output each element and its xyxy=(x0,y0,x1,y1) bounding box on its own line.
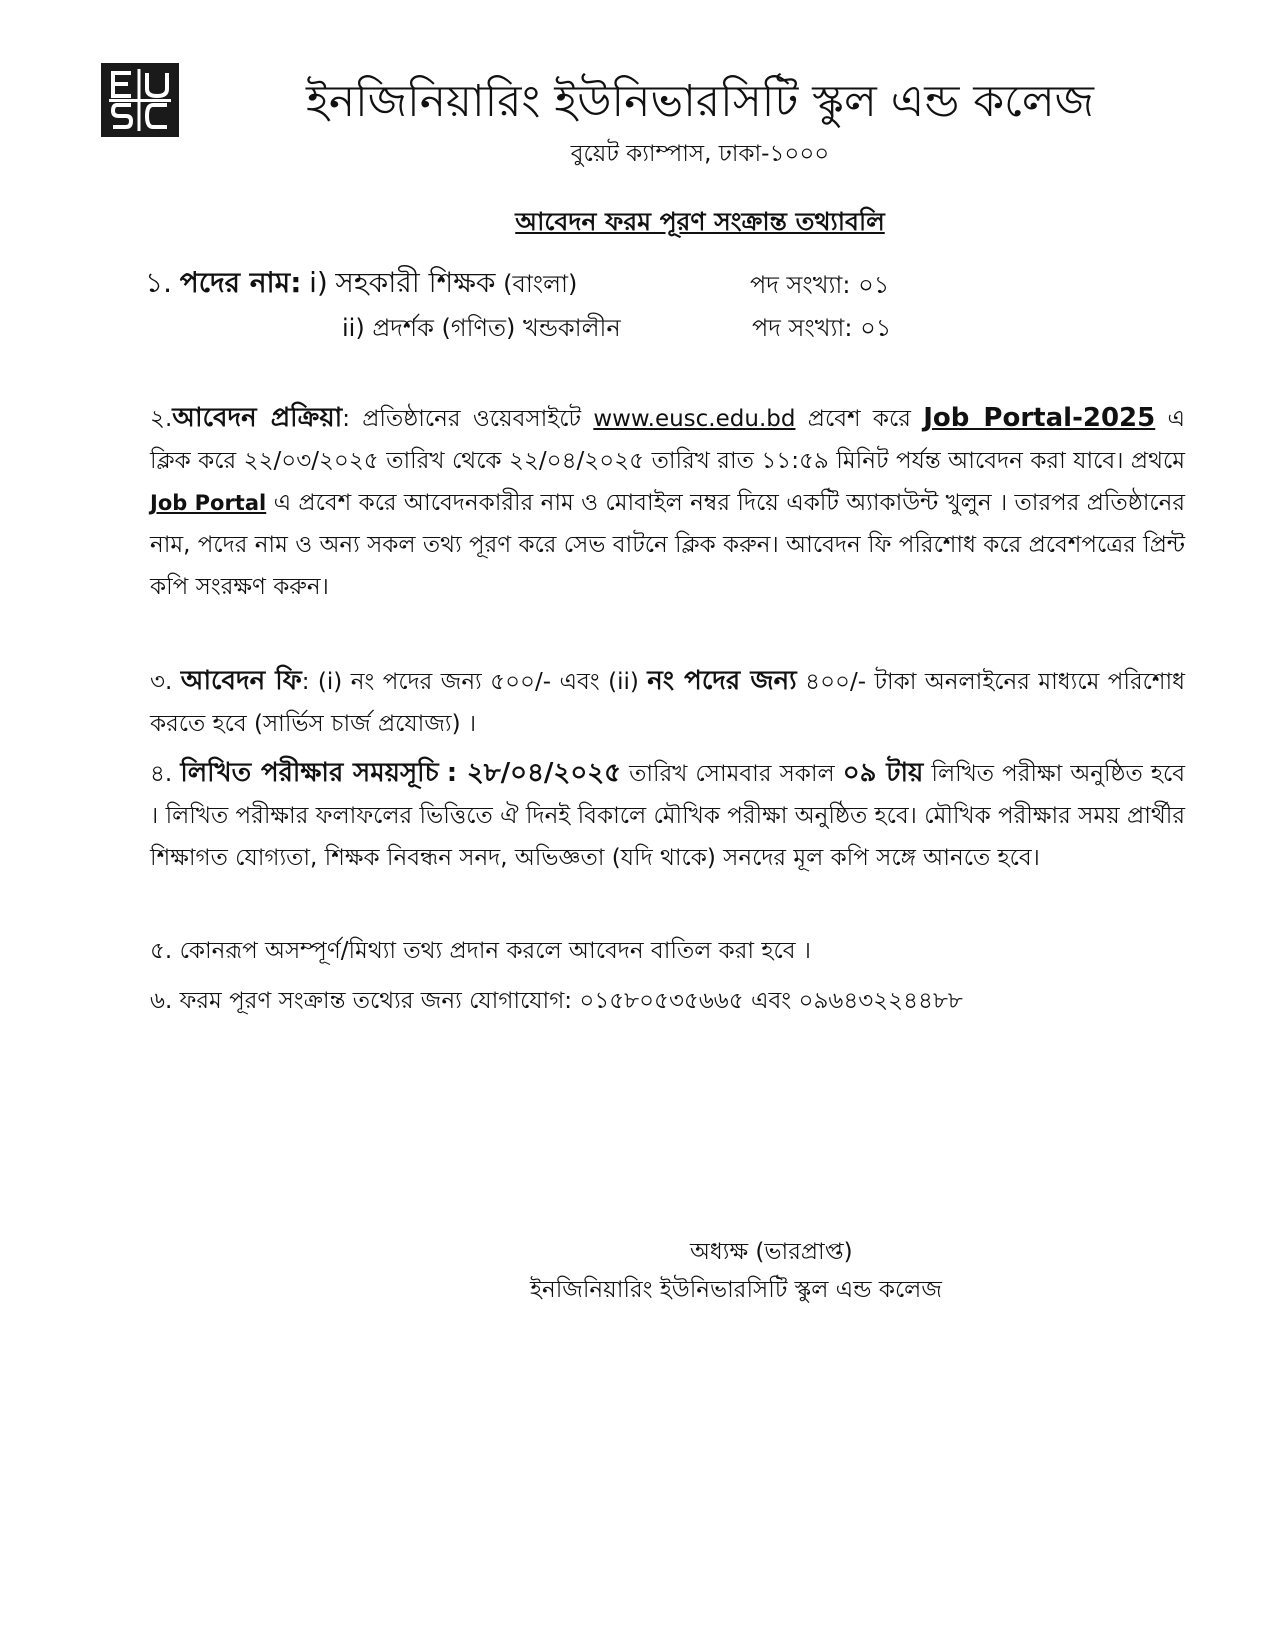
section-1-label: পদের নাম: xyxy=(179,266,302,299)
section-4-text-2: লিখিত পরীক্ষা অনুষ্ঠিত হবে । লিখিত পরীক্ষার ফলাফলের ভিত্তিতে ঐ দিনই বিকালে মৌখিক পরীক্ষা অনুষ্ঠিত হবে। মৌখিক পরীক্ষার সময় প্রার্থীর শিক্ষাগত যোগ্যতা, শিক্ষক নিবন্ধন সনদ, অভিজ্ঞতা (যদি থাকে) সনদের মূল কপি সঙ্গে আনতে হবে। xyxy=(150,761,1185,871)
job-portal-link[interactable]: Job Portal xyxy=(150,491,267,515)
signature-institution: ইনজিনিয়ারিং ইউনিভারসিটি স্কুল এন্ড কলেজ xyxy=(530,1277,942,1303)
section-4-paragraph xyxy=(150,752,1185,879)
section-6-text: ফরম পূরণ সংক্রান্ত তথ্যের জন্য যোগাযোগ: ০১৫৮০৫৩৫৬৬৫ এবং ০৯৬৪৩২২৪৪৮৮ xyxy=(179,988,963,1014)
exam-time: ০৯ টায় xyxy=(842,758,924,788)
fee-post-1: ৫০০/- xyxy=(490,669,552,695)
school-name: ইনজিনিয়ারিং ইউনিভারসিটি স্কুল এন্ড কলেজ xyxy=(306,76,1094,127)
school-address: বুয়েট ক্যাম্পাস, ঢাকা-১০০০ xyxy=(570,141,830,167)
post-1-subject: (বাংলা) xyxy=(503,270,578,298)
section-2-label: আবেদন প্রক্রিয়া xyxy=(172,403,343,433)
section-3-text-3: এবং (ii) xyxy=(559,669,639,695)
job-portal-2025-link[interactable]: Job Portal-2025 xyxy=(923,403,1156,433)
website-link[interactable]: www.eusc.edu.bd xyxy=(593,406,796,432)
exam-date: : ২৮/০৪/২০২৫ xyxy=(446,758,622,788)
section-2-text-1: প্রতিষ্ঠানের ওয়েবসাইটে xyxy=(362,406,581,432)
section-3-text-1: : (i) xyxy=(301,669,343,695)
post-2-index: ii) xyxy=(342,314,365,342)
section-4-text-1: তারিখ সোমবার সকাল xyxy=(629,761,835,787)
section-4-label: লিখিত পরীক্ষার সময়সূচি xyxy=(180,758,439,788)
section-3-text-5: টাকা অনলাইনের মাধ্যমে পরিশোধ করতে হবে (সার্ভিস চার্জ প্রযোজ্য) । xyxy=(150,669,1186,737)
section-2-text-2: প্রবেশ করে xyxy=(807,406,911,432)
section-2-text-4: এ প্রবেশ করে আবেদনকারীর নাম ও মোবাইল নম্বর দিয়ে একটি অ্যাকাউন্ট খুলুন । তারপর প্রতিষ্ঠানের নাম, পদের নাম ও অন্য সকল তথ্য পূরণ করে সেভ বাটনে ক্লিক করুন। আবেদন ফি পরিশোধ করে প্রবেশপত্রের প্রিন্ট কপি সংরক্ষণ করুন। xyxy=(150,490,1186,600)
section-2-number: ২. xyxy=(150,406,173,432)
section-2-paragraph xyxy=(150,397,1185,608)
section-3-label: আবেদন ফি xyxy=(180,666,302,696)
post-1-index: i) xyxy=(309,266,328,299)
fee-post-2: ৪০০/- xyxy=(805,669,867,695)
school-logo xyxy=(101,63,179,137)
section-5-number: ৫. xyxy=(150,938,173,964)
section-3-number: ৩. xyxy=(150,669,173,695)
post-1-count: পদ সংখ্যা: ০১ xyxy=(750,271,890,299)
section-5-paragraph xyxy=(150,930,1185,972)
document-title: আবেদন ফরম পূরণ সংক্রান্ত তথ্যাবলি xyxy=(515,207,885,236)
section-3-text-2: নং পদের জন্য xyxy=(350,669,482,695)
section-5-text: কোনরূপ অসম্পূর্ণ/মিথ্যা তথ্য প্রদান করলে আবেদন বাতিল করা হবে । xyxy=(179,938,812,964)
section-4-number: ৪. xyxy=(150,761,173,787)
section-3-paragraph xyxy=(150,660,1185,745)
eusc-logo-icon xyxy=(101,63,179,137)
section-6-number: ৬. xyxy=(150,988,173,1014)
post-2-count: পদ সংখ্যা: ০১ xyxy=(752,314,892,342)
section-1-number: ১. xyxy=(145,266,173,299)
post-1-name: সহকারী শিক্ষক xyxy=(335,266,496,299)
post-2-name: প্রদর্শক (গণিত) খন্ডকালীন xyxy=(372,314,621,342)
signature-designation: অধ্যক্ষ (ভারপ্রাপ্ত) xyxy=(690,1239,853,1265)
section-1-line-2 xyxy=(342,311,621,345)
section-2-colon: : xyxy=(342,406,350,432)
section-3-text-4: নং পদের জন্য xyxy=(647,666,797,696)
section-2-text-3: এ ক্লিক করে ২২/০৩/২০২৫ তারিখ থেকে ২২/০৪/২০২৫ তারিখ রাত ১১:৫৯ মিনিট পর্যন্ত আবেদন করা যাবে। প্রথমে xyxy=(150,406,1186,474)
section-6-paragraph xyxy=(150,980,1185,1022)
section-1-line-1 xyxy=(145,266,577,301)
